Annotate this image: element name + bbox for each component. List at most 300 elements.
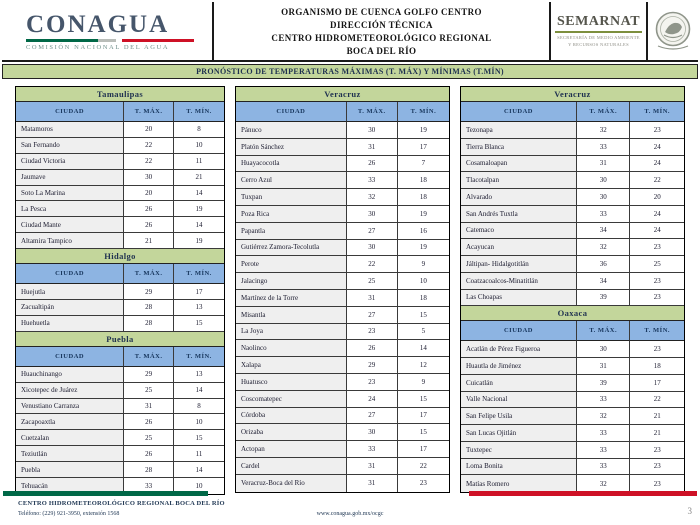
- mexico-eagle-seal-icon: [646, 2, 698, 60]
- city-cell: Matamoros: [16, 122, 124, 138]
- table-row: [461, 239, 684, 256]
- table-row: [461, 425, 684, 442]
- column-header-city: CIUDAD: [461, 102, 577, 122]
- conagua-red-bar: [122, 39, 194, 42]
- city-cell: Altamira Tampico: [16, 233, 124, 249]
- tmax-cell: 31: [347, 475, 398, 492]
- document-header: [2, 2, 698, 62]
- tmin-cell: 10: [174, 414, 224, 430]
- city-cell: Catemaco: [461, 223, 577, 240]
- tmax-cell: 30: [124, 170, 174, 186]
- city-cell: Ciudad Victoria: [16, 154, 124, 170]
- tmax-cell: 26: [124, 446, 174, 462]
- city-cell: San Lucas Ojitlán: [461, 425, 577, 442]
- tmax-cell: 33: [577, 459, 631, 476]
- tmax-cell: 33: [577, 392, 631, 409]
- city-cell: Zacualtipán: [16, 300, 124, 316]
- footer-red-bar: [469, 491, 697, 496]
- conagua-green-bar: [26, 39, 98, 42]
- city-cell: Coatzacoalcos-Minatitlán: [461, 273, 577, 290]
- city-cell: Huayacocotla: [236, 156, 347, 173]
- tmin-cell: 21: [630, 425, 684, 442]
- tmin-cell: 9: [398, 256, 449, 273]
- city-cell: Teziutlán: [16, 446, 124, 462]
- table-column-1: [15, 86, 225, 495]
- state-header: Veracruz: [461, 87, 684, 102]
- tmin-cell: 17: [174, 284, 224, 300]
- tmax-cell: 23: [347, 324, 398, 341]
- table-row: [236, 290, 449, 307]
- table-row: [236, 374, 449, 391]
- tmax-cell: 31: [577, 156, 631, 173]
- table-row: [16, 399, 224, 415]
- city-cell: Córdoba: [236, 408, 347, 425]
- tmin-cell: 23: [630, 273, 684, 290]
- city-cell: La Pesca: [16, 201, 124, 217]
- city-cell: Veracruz-Boca del Río: [236, 475, 347, 492]
- tmin-cell: 12: [398, 357, 449, 374]
- city-cell: Acayucan: [461, 239, 577, 256]
- table-column-3: [460, 86, 685, 493]
- table-row: [461, 408, 684, 425]
- tmin-cell: 17: [398, 139, 449, 156]
- tmin-cell: 13: [174, 300, 224, 316]
- tmin-cell: 18: [398, 172, 449, 189]
- conagua-flag-bars: [26, 39, 194, 42]
- tmin-cell: 22: [630, 172, 684, 189]
- city-cell: Alvarado: [461, 189, 577, 206]
- tmax-cell: 32: [577, 239, 631, 256]
- tmin-cell: 9: [398, 374, 449, 391]
- tmin-cell: 16: [398, 223, 449, 240]
- tmin-cell: 23: [630, 290, 684, 307]
- table-row: [16, 430, 224, 446]
- header-title-block: [212, 2, 551, 60]
- table-row: [236, 189, 449, 206]
- table-row: [461, 156, 684, 173]
- table-row: [461, 442, 684, 459]
- table-row: [236, 122, 449, 139]
- table-row: [461, 358, 684, 375]
- city-cell: Huautla de Jiménez: [461, 358, 577, 375]
- column-header-tmin: T. MÍN.: [630, 102, 684, 122]
- city-cell: Tuxpan: [236, 189, 347, 206]
- table-row: [236, 441, 449, 458]
- tmax-cell: 33: [347, 441, 398, 458]
- tmin-cell: 21: [174, 170, 224, 186]
- tmax-cell: 39: [577, 290, 631, 307]
- tmin-cell: 24: [630, 139, 684, 156]
- table-row: [236, 240, 449, 257]
- tmax-cell: 26: [124, 414, 174, 430]
- tmax-cell: 26: [124, 201, 174, 217]
- tmin-cell: 24: [630, 206, 684, 223]
- city-cell: Venustiano Carranza: [16, 399, 124, 415]
- table-puebla: [16, 332, 224, 494]
- tmax-cell: 32: [577, 408, 631, 425]
- table-row: [461, 189, 684, 206]
- semarnat-logo: [551, 2, 646, 60]
- city-cell: Actopan: [236, 441, 347, 458]
- city-cell: Perote: [236, 256, 347, 273]
- city-cell: Papantla: [236, 223, 347, 240]
- tmax-cell: 28: [124, 300, 174, 316]
- city-cell: Huejutla: [16, 284, 124, 300]
- table-row: [236, 206, 449, 223]
- city-cell: Cosamaloapan: [461, 156, 577, 173]
- semarnat-subtitle: [557, 35, 640, 48]
- tmax-cell: 27: [347, 307, 398, 324]
- tmin-cell: 15: [174, 316, 224, 332]
- city-cell: Jáltipan- Hidalgotitlán: [461, 256, 577, 273]
- footer-url: www.conagua.gob.mx/ocgc: [316, 511, 384, 517]
- tmax-cell: 31: [347, 290, 398, 307]
- tmax-cell: 30: [577, 189, 631, 206]
- tmax-cell: 30: [347, 206, 398, 223]
- tmax-cell: 31: [124, 399, 174, 415]
- city-cell: Huatusco: [236, 374, 347, 391]
- tmax-cell: 29: [124, 284, 174, 300]
- column-header-row: [16, 102, 224, 122]
- tmax-cell: 33: [577, 442, 631, 459]
- city-cell: San Andrés Tuxtla: [461, 206, 577, 223]
- table-row: [16, 367, 224, 383]
- table-row: [16, 122, 224, 138]
- table-row: [461, 341, 684, 358]
- city-cell: Huehuetla: [16, 316, 124, 332]
- tmin-cell: 20: [630, 189, 684, 206]
- semarnat-subtitle-line2: Y RECURSOS NATURALES: [568, 41, 629, 47]
- city-cell: Martínez de la Torre: [236, 290, 347, 307]
- tmax-cell: 30: [347, 122, 398, 139]
- column-header-city: CIUDAD: [16, 347, 124, 367]
- tmax-cell: 20: [124, 186, 174, 202]
- tmax-cell: 22: [347, 256, 398, 273]
- table-row: [16, 233, 224, 249]
- footer-phone-line: Teléfono: (229) 921-3950, extensión 1568: [18, 511, 120, 517]
- conagua-logo: [2, 2, 212, 60]
- table-row: [16, 217, 224, 233]
- tmin-cell: 14: [174, 186, 224, 202]
- tmax-cell: 30: [577, 341, 631, 358]
- tmin-cell: 18: [398, 290, 449, 307]
- tmin-cell: 23: [630, 122, 684, 139]
- header-line-boca: BOCA DEL RÍO: [346, 45, 417, 56]
- tmax-cell: 25: [124, 430, 174, 446]
- footer-green-bar: [3, 491, 208, 496]
- table-row: [16, 446, 224, 462]
- city-cell: Jaumave: [16, 170, 124, 186]
- tmin-cell: 23: [630, 442, 684, 459]
- header-line-direccion: DIRECCIÓN TÉCNICA: [330, 19, 433, 30]
- table-row: [236, 408, 449, 425]
- city-cell: Las Choapas: [461, 290, 577, 307]
- tmin-cell: 19: [398, 122, 449, 139]
- tmin-cell: 24: [630, 223, 684, 240]
- city-cell: Tuxtepec: [461, 442, 577, 459]
- city-cell: Tierra Blanca: [461, 139, 577, 156]
- tmin-cell: 25: [630, 256, 684, 273]
- table-row: [461, 273, 684, 290]
- column-header-tmax: T. MÁX.: [124, 102, 174, 122]
- column-header-tmax: T. MÁX.: [124, 347, 174, 367]
- column-header-tmax: T. MÁX.: [124, 264, 174, 284]
- city-cell: Naolinco: [236, 340, 347, 357]
- tmax-cell: 26: [347, 156, 398, 173]
- column-header-tmin: T. MÍN.: [174, 264, 224, 284]
- conagua-wordmark: CONAGUA: [26, 10, 170, 38]
- city-cell: Orizaba: [236, 424, 347, 441]
- tmax-cell: 32: [577, 122, 631, 139]
- table-row: [461, 375, 684, 392]
- city-cell: Cardel: [236, 458, 347, 475]
- tmax-cell: 36: [577, 256, 631, 273]
- conagua-gray-bar: [98, 39, 116, 42]
- tmin-cell: 10: [174, 138, 224, 154]
- city-cell: Tehuacán: [16, 478, 124, 494]
- column-header-city: CIUDAD: [461, 321, 577, 341]
- city-cell: Misantla: [236, 307, 347, 324]
- tmin-cell: 15: [398, 307, 449, 324]
- tmin-cell: 22: [398, 458, 449, 475]
- table-row: [16, 154, 224, 170]
- tmin-cell: 13: [174, 367, 224, 383]
- state-header: Puebla: [16, 332, 224, 347]
- tmax-cell: 26: [124, 217, 174, 233]
- table-row: [461, 172, 684, 189]
- tmin-cell: 17: [398, 408, 449, 425]
- table-row: [236, 223, 449, 240]
- tmax-cell: 33: [577, 139, 631, 156]
- conagua-subtitle: COMISIÓN NACIONAL DEL AGUA: [26, 43, 170, 51]
- tmax-cell: 31: [347, 139, 398, 156]
- semarnat-wordmark: SEMARNAT: [555, 14, 642, 33]
- tmin-cell: 14: [174, 217, 224, 233]
- city-cell: Coscomatepec: [236, 391, 347, 408]
- table-row: [461, 256, 684, 273]
- city-cell: Jalacingo: [236, 273, 347, 290]
- table-row: [236, 273, 449, 290]
- table-row: [461, 290, 684, 307]
- tmax-cell: 33: [124, 478, 174, 494]
- tmax-cell: 34: [577, 273, 631, 290]
- tmin-cell: 14: [174, 462, 224, 478]
- tmax-cell: 30: [347, 424, 398, 441]
- tmin-cell: 24: [630, 156, 684, 173]
- table-row: [236, 424, 449, 441]
- tmax-cell: 21: [124, 233, 174, 249]
- table-row: [236, 256, 449, 273]
- tmin-cell: 19: [398, 240, 449, 257]
- tmin-cell: 14: [398, 340, 449, 357]
- column-header-city: CIUDAD: [16, 102, 124, 122]
- city-cell: Huauchinango: [16, 367, 124, 383]
- tmin-cell: 10: [174, 478, 224, 494]
- city-cell: Zacapoaxtla: [16, 414, 124, 430]
- tmin-cell: 23: [630, 475, 684, 492]
- column-header-tmin: T. MÍN.: [398, 102, 449, 122]
- state-header: Veracruz: [236, 87, 449, 102]
- table-row: [461, 475, 684, 492]
- city-cell: Acatlán de Pérez Figueroa: [461, 341, 577, 358]
- tmin-cell: 10: [398, 273, 449, 290]
- column-header-tmax: T. MÁX.: [577, 102, 631, 122]
- tmin-cell: 19: [174, 201, 224, 217]
- table-row: [236, 391, 449, 408]
- city-cell: Puebla: [16, 462, 124, 478]
- tmin-cell: 23: [630, 459, 684, 476]
- state-header: Oaxaca: [461, 306, 684, 321]
- tmin-cell: 8: [174, 399, 224, 415]
- city-cell: Loma Bonita: [461, 459, 577, 476]
- tmax-cell: 33: [577, 425, 631, 442]
- tmax-cell: 29: [347, 357, 398, 374]
- tmin-cell: 11: [174, 446, 224, 462]
- table-row: [236, 324, 449, 341]
- tmin-cell: 15: [398, 391, 449, 408]
- tmax-cell: 23: [347, 374, 398, 391]
- tmin-cell: 19: [398, 206, 449, 223]
- table-row: [16, 383, 224, 399]
- forecast-title: PRONÓSTICO DE TEMPERATURAS MÁXIMAS (T. MÁX) Y MÍNIMAS (T.MÍN): [196, 67, 504, 76]
- column-header-row: [16, 347, 224, 367]
- table-row: [461, 139, 684, 156]
- table-veracruz: [461, 87, 684, 306]
- city-cell: Platón Sánchez: [236, 139, 347, 156]
- tmin-cell: 7: [398, 156, 449, 173]
- tmax-cell: 25: [124, 383, 174, 399]
- tmin-cell: 18: [398, 189, 449, 206]
- column-header-row: [461, 321, 684, 341]
- tmin-cell: 23: [630, 239, 684, 256]
- column-header-row: [236, 102, 449, 122]
- tmax-cell: 20: [124, 122, 174, 138]
- tmax-cell: 39: [577, 375, 631, 392]
- tmax-cell: 31: [347, 458, 398, 475]
- tmin-cell: 15: [174, 430, 224, 446]
- column-header-city: CIUDAD: [236, 102, 347, 122]
- table-veracruz: [236, 87, 449, 492]
- city-cell: San Fernando: [16, 138, 124, 154]
- tmin-cell: 18: [630, 358, 684, 375]
- tmin-cell: 19: [174, 233, 224, 249]
- table-row: [16, 138, 224, 154]
- tmax-cell: 34: [577, 223, 631, 240]
- table-row: [461, 223, 684, 240]
- tmax-cell: 32: [347, 189, 398, 206]
- city-cell: Xalapa: [236, 357, 347, 374]
- table-column-2: [235, 86, 450, 493]
- table-row: [16, 170, 224, 186]
- tmax-cell: 33: [347, 172, 398, 189]
- tmin-cell: 11: [174, 154, 224, 170]
- tmax-cell: 26: [347, 340, 398, 357]
- column-header-tmin: T. MÍN.: [174, 347, 224, 367]
- column-header-tmin: T. MÍN.: [630, 321, 684, 341]
- city-cell: Matías Romero: [461, 475, 577, 492]
- tmin-cell: 22: [630, 392, 684, 409]
- tmax-cell: 28: [124, 316, 174, 332]
- forecast-title-banner: [2, 64, 698, 79]
- tmin-cell: 23: [630, 341, 684, 358]
- table-row: [236, 139, 449, 156]
- table-row: [16, 462, 224, 478]
- table-row: [236, 475, 449, 492]
- column-header-row: [16, 264, 224, 284]
- city-cell: Soto La Marina: [16, 186, 124, 202]
- header-line-organismo: ORGANISMO DE CUENCA GOLFO CENTRO: [281, 6, 482, 17]
- tmax-cell: 22: [124, 154, 174, 170]
- city-cell: Cuicatlán: [461, 375, 577, 392]
- city-cell: La Joya: [236, 324, 347, 341]
- table-row: [461, 122, 684, 139]
- table-row: [16, 201, 224, 217]
- city-cell: Pánuco: [236, 122, 347, 139]
- tmax-cell: 28: [124, 462, 174, 478]
- table-row: [16, 284, 224, 300]
- tmin-cell: 14: [174, 383, 224, 399]
- table-hidalgo: [16, 249, 224, 332]
- city-cell: Gutiérrez Zamora-Tecolutla: [236, 240, 347, 257]
- city-cell: Poza Rica: [236, 206, 347, 223]
- table-row: [461, 206, 684, 223]
- city-cell: Xicotepec de Juárez: [16, 383, 124, 399]
- tmin-cell: 15: [398, 424, 449, 441]
- city-cell: Cuetzalan: [16, 430, 124, 446]
- city-cell: Tezonapa: [461, 122, 577, 139]
- table-row: [461, 459, 684, 476]
- column-header-city: CIUDAD: [16, 264, 124, 284]
- tmax-cell: 32: [577, 475, 631, 492]
- table-row: [236, 307, 449, 324]
- tmax-cell: 27: [347, 408, 398, 425]
- tmax-cell: 30: [347, 240, 398, 257]
- tmin-cell: 8: [174, 122, 224, 138]
- tmax-cell: 22: [124, 138, 174, 154]
- tmin-cell: 17: [630, 375, 684, 392]
- table-tamaulipas: [16, 87, 224, 249]
- tmax-cell: 25: [347, 273, 398, 290]
- tmax-cell: 27: [347, 223, 398, 240]
- table-row: [16, 316, 224, 332]
- tmax-cell: 29: [124, 367, 174, 383]
- tmax-cell: 24: [347, 391, 398, 408]
- tmax-cell: 33: [577, 206, 631, 223]
- table-oaxaca: [461, 306, 684, 492]
- table-row: [236, 340, 449, 357]
- city-cell: Ciudad Mante: [16, 217, 124, 233]
- table-row: [236, 172, 449, 189]
- page-number: 3: [687, 506, 692, 516]
- state-header: Tamaulipas: [16, 87, 224, 102]
- table-row: [236, 357, 449, 374]
- table-row: [16, 186, 224, 202]
- city-cell: Tlacotalpan: [461, 172, 577, 189]
- tmax-cell: 31: [577, 358, 631, 375]
- column-header-tmax: T. MÁX.: [347, 102, 398, 122]
- column-header-row: [461, 102, 684, 122]
- tmax-cell: 30: [577, 172, 631, 189]
- column-header-tmax: T. MÁX.: [577, 321, 631, 341]
- column-header-tmin: T. MÍN.: [174, 102, 224, 122]
- tmin-cell: 21: [630, 408, 684, 425]
- table-row: [236, 156, 449, 173]
- table-row: [461, 392, 684, 409]
- header-line-centro: CENTRO HIDROMETEOROLÓGICO REGIONAL: [271, 32, 492, 43]
- tmin-cell: 23: [398, 475, 449, 492]
- tmin-cell: 5: [398, 324, 449, 341]
- table-row: [16, 414, 224, 430]
